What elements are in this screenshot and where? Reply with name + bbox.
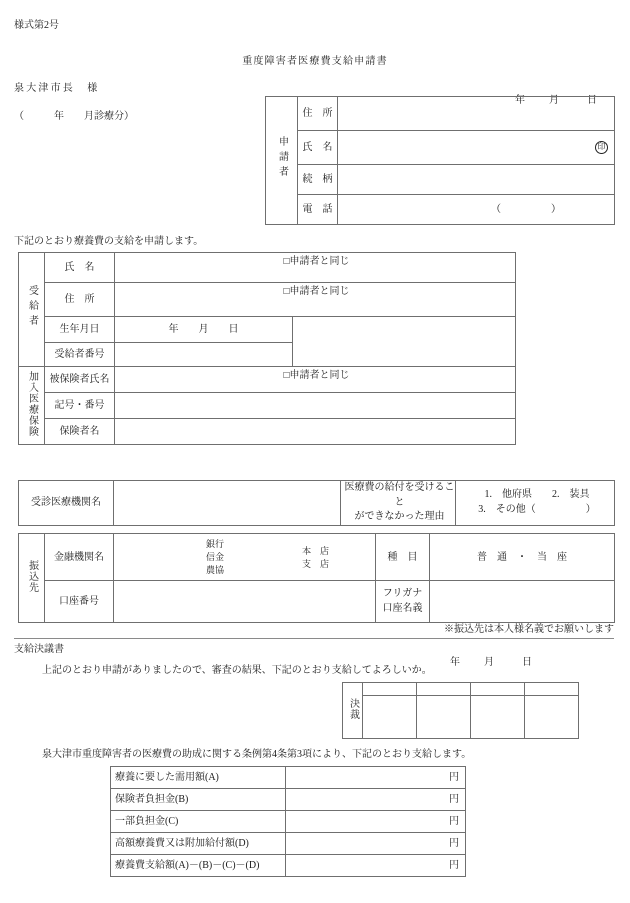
approval-stamp-cell-1[interactable] (417, 696, 471, 739)
table-row (266, 131, 615, 165)
approval-header-cell-0[interactable] (363, 683, 417, 696)
table-row (19, 581, 615, 623)
recipient-insurance-table (18, 252, 516, 445)
amount-value-1[interactable] (286, 789, 466, 811)
table-row (111, 855, 466, 877)
bank-account-name-text: 口座名義 (382, 602, 423, 614)
decision-statement: 上記のとおり申請がありましたので、審査の結果、下記のとおり支給してよろしいか。 (42, 665, 432, 676)
reason-label-line2: ができなかった理由 (354, 511, 445, 522)
applicant-name-label: 氏 名 (298, 131, 338, 165)
applicant-address-value[interactable] (338, 94, 615, 131)
approval-vertical-label-text: 決裁 (347, 697, 359, 720)
insurance-insurer-name-label: 保険者名 (45, 419, 115, 445)
reason-options-line2[interactable]: 3. その他（ ） (478, 503, 596, 515)
bank-table (18, 533, 615, 623)
table-row (19, 283, 516, 317)
recipient-number-value[interactable] (115, 343, 293, 367)
applicant-relationship-value[interactable] (338, 165, 615, 195)
recipient-name-value[interactable]: □申請者と同じ (115, 253, 516, 283)
decision-date-year-label: 年 (450, 656, 460, 668)
recipient-name-label: 氏 名 (45, 253, 115, 283)
amount-currency-4: 円 (449, 860, 459, 871)
amount-label-0: 療養に要した需用額(A) (111, 767, 286, 789)
date-day-label: 日 (587, 94, 597, 106)
bank-type-option-2[interactable]: 農協 (206, 564, 225, 575)
applicant-vertical-label-text: 申請者 (276, 136, 288, 181)
insurance-insured-name-label: 被保険者氏名 (45, 367, 115, 393)
insurance-symbol-number-value[interactable] (115, 393, 516, 419)
amount-label-3: 高額療養費又は附加給付額(D) (111, 833, 286, 855)
recipient-vertical-label-text: 受給者 (26, 285, 38, 330)
bank-account-type-options[interactable]: 普 通 ・ 当 座 (430, 534, 615, 581)
table-row (19, 253, 516, 283)
bank-branch-option-0[interactable]: 本 店 (302, 546, 330, 556)
amount-value-2[interactable] (286, 811, 466, 833)
institution-table (18, 480, 615, 526)
applicant-phone-value[interactable]: （ ） (338, 195, 615, 225)
amount-value-3[interactable] (286, 833, 466, 855)
page-title: 重度障害者医療費支給申請書 (242, 56, 388, 67)
reason-options-line1[interactable]: 1. 他府県 2. 装具 (484, 489, 590, 501)
insurance-insured-name-value[interactable]: □申請者と同じ (115, 367, 516, 393)
recipient-address-value[interactable]: □申請者と同じ (115, 283, 516, 317)
amount-label-4: 療養費支給額(A)－(B)－(C)－(D) (111, 855, 286, 877)
bank-institution-label: 金融機関名 (45, 534, 114, 581)
applicant-vertical-label (266, 97, 298, 225)
table-row (266, 195, 615, 225)
bank-branch-option-1[interactable]: 支 店 (302, 558, 330, 569)
ordinance-statement: 泉大津市重度障害者の医療費の助成に関する条例第4条第3項により、下記のとおり支給します。 (42, 749, 472, 760)
treatment-period: （ 年 月診療分） (14, 111, 134, 122)
amounts-table (110, 766, 466, 877)
institution-value[interactable] (114, 481, 341, 526)
table-row (19, 393, 516, 419)
bank-institution-types (206, 538, 224, 576)
bank-note: ※振込先は本人様名義でお願いします (444, 624, 614, 635)
bank-account-name-value[interactable] (430, 581, 615, 623)
bank-account-name-label (376, 581, 430, 623)
addressee: 泉大津市長 様 (14, 83, 100, 94)
amount-currency-2: 円 (449, 816, 459, 827)
insurance-insurer-name-value[interactable] (115, 419, 516, 445)
table-row (19, 534, 615, 581)
recipient-extra-blank[interactable] (293, 317, 516, 367)
bank-vertical-label (19, 534, 45, 623)
date-year-label: 年 (515, 94, 525, 106)
insurance-symbol-number-label: 記号・番号 (45, 393, 115, 419)
bank-account-number-value[interactable] (114, 581, 376, 623)
amount-label-1: 保険者負担金(B) (111, 789, 286, 811)
approval-stamp-cell-0[interactable] (363, 696, 417, 739)
recipient-birthdate-value[interactable]: 年 月 日 (115, 317, 293, 343)
table-row (343, 683, 579, 696)
decision-heading: 支給決議書 (14, 644, 64, 655)
bank-type-option-1[interactable]: 信金 (206, 551, 225, 562)
amount-value-0[interactable] (286, 767, 466, 789)
bank-institution-value[interactable] (114, 534, 376, 581)
bank-furigana-label: フリガナ (382, 588, 423, 599)
approval-stamp-cell-3[interactable] (525, 696, 579, 739)
decision-date-month-label: 月 (484, 656, 494, 668)
reason-label (341, 481, 456, 526)
recipient-number-label: 受給者番号 (45, 343, 115, 367)
applicant-name-value[interactable] (338, 131, 615, 165)
table-row (111, 767, 466, 789)
reason-options[interactable] (456, 481, 615, 526)
table-row (19, 481, 615, 526)
table-row (111, 811, 466, 833)
decision-date-day-label: 日 (522, 656, 532, 668)
recipient-birthdate-label: 生年月日 (45, 317, 115, 343)
amount-label-2: 一部負担金(C) (111, 811, 286, 833)
reason-label-line1: 医療費の給付を受けること (344, 482, 455, 508)
table-row (19, 367, 516, 393)
date-month-label: 月 (549, 94, 559, 106)
insurance-vertical-label (19, 367, 45, 445)
approval-stamp-cell-2[interactable] (471, 696, 525, 739)
amount-value-4[interactable] (286, 855, 466, 877)
table-row (111, 833, 466, 855)
application-statement: 下記のとおり療養費の支給を申請します。 (14, 236, 204, 247)
approval-header-cell-2[interactable] (471, 683, 525, 696)
insurance-vertical-label-text: 加入医療保険 (26, 370, 38, 437)
seal-icon: 印 (595, 141, 608, 154)
bank-account-type-label: 種 目 (376, 534, 430, 581)
table-row (19, 419, 516, 445)
amount-currency-1: 円 (449, 794, 459, 805)
table-row (266, 97, 615, 131)
table-row (111, 789, 466, 811)
table-row (343, 696, 579, 739)
bank-type-option-0[interactable]: 銀行 (206, 539, 225, 549)
applicant-phone-label: 電 話 (298, 195, 338, 225)
institution-label: 受診医療機関名 (19, 481, 114, 526)
applicant-relationship-label: 続 柄 (298, 165, 338, 195)
form-number: 様式第2号 (14, 20, 59, 31)
approval-header-cell-1[interactable] (417, 683, 471, 696)
recipient-address-label: 住 所 (45, 283, 115, 317)
decision-date (440, 644, 550, 682)
approval-header-cell-3[interactable] (525, 683, 579, 696)
decision-divider (14, 638, 614, 639)
amount-currency-0: 円 (449, 772, 459, 783)
applicant-table (265, 96, 615, 225)
bank-account-number-label: 口座番号 (45, 581, 114, 623)
table-row (266, 165, 615, 195)
table-row (19, 317, 516, 343)
recipient-vertical-label (19, 253, 45, 367)
bank-branch-types (302, 545, 329, 571)
approval-table (342, 682, 579, 739)
applicant-address-label: 住 所 (298, 97, 338, 131)
bank-vertical-label-text: 振込先 (26, 559, 38, 593)
approval-vertical-label (343, 683, 363, 739)
amount-currency-3: 円 (449, 838, 459, 849)
